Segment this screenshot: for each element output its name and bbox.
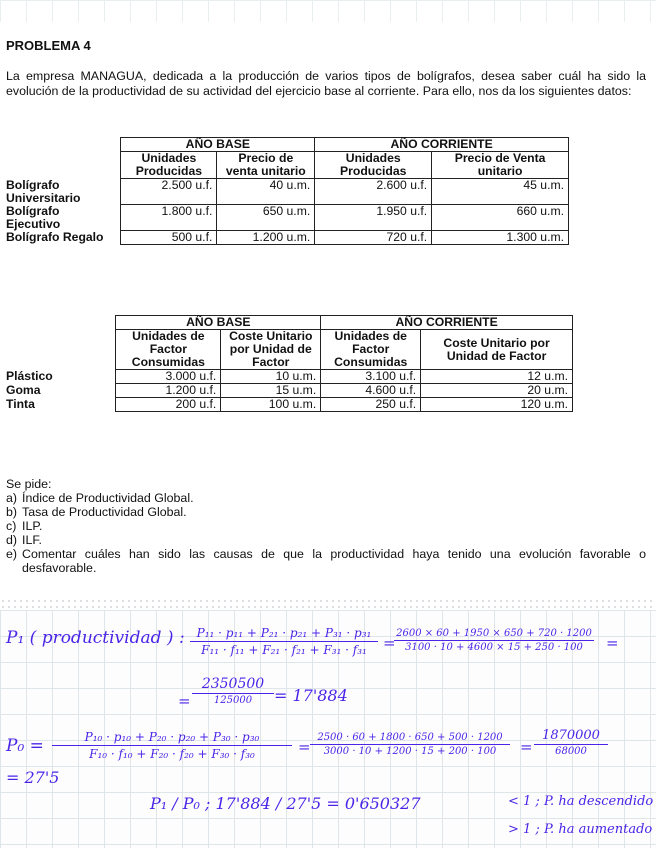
cell: 15 u.m. [221, 384, 321, 398]
p0-values-denominator: 3000 · 10 + 1200 · 15 + 200 · 100 [323, 746, 497, 757]
table-row [6, 384, 573, 398]
equals-sign: = [178, 692, 191, 710]
p1-result-fraction [192, 676, 274, 706]
group-base-header: AÑO BASE [116, 316, 321, 330]
equals-sign: = [520, 738, 533, 756]
cell: 3.100 u.f. [321, 370, 421, 384]
productivity-ratio: P₁ / P₀ ; 17'884 / 27'5 = 0'650327 [150, 794, 421, 813]
row-label: Plástico [6, 368, 53, 383]
p0-values [310, 732, 510, 757]
question-key: e) [6, 547, 18, 561]
question-text: Comentar cuáles han sido las causas de que la productividad haya tenido una evolución favorable o desfavorable. [22, 547, 646, 575]
question-item [6, 533, 42, 547]
p1-result-numerator: 2350500 [192, 676, 274, 694]
table-row [6, 370, 573, 384]
question-item [6, 491, 194, 505]
cell: 100 u.m. [221, 398, 321, 412]
cell: 500 u.f. [121, 231, 217, 245]
cell: 1.950 u.f. [315, 205, 432, 231]
col-header: Unidades Producidas [315, 152, 432, 179]
row-label: Bolígrafo Ejecutivo [6, 203, 61, 231]
table-row [6, 231, 569, 245]
cell: 12 u.m. [421, 370, 573, 384]
p0-result-numerator: 1870000 [534, 728, 608, 745]
col-header: Coste Unitario por Unidad de Factor [221, 330, 321, 370]
p1-result-denominator: 125000 [213, 695, 253, 706]
p1-label: P₁ ( productividad ) : [6, 628, 185, 648]
question-text: Índice de Productividad Global. [22, 491, 194, 505]
table-row [6, 205, 569, 231]
question-key: c) [6, 519, 17, 533]
p0-label: P₀ = [6, 736, 44, 756]
production-table [6, 137, 569, 245]
cell: 120 u.m. [421, 398, 573, 412]
p0-formula-denominator: F₁₀ · f₁₀ + F₂₀ · f₂₀ + F₃₀ · f₃₀ [89, 747, 255, 761]
p0-result-fraction [534, 728, 608, 757]
row-label: Bolígrafo Regalo [6, 229, 104, 244]
question-item [6, 519, 42, 533]
p0-values-numerator: 2500 · 60 + 1800 · 650 + 500 · 1200 [310, 732, 510, 745]
p1-formula-denominator: F₁₁ · f₁₁ + F₂₁ · f₂₁ + F₃₁ · f₃₁ [201, 643, 367, 657]
ratio-condition-lower: < 1 ; P. ha descendido [508, 794, 654, 809]
cell: 720 u.f. [315, 231, 432, 245]
problem-title: PROBLEMA 4 [6, 38, 91, 53]
question-key: a) [6, 491, 18, 505]
group-current-header: AÑO CORRIENTE [315, 138, 569, 152]
row-label: Bolígrafo Universitario [6, 177, 81, 205]
problem-intro: La empresa MANAGUA, dedicada a la producción de varios tipos de bolígrafos, desea saber cuál ha sido la evolución de la productividad de su actividad del ejercicio base al corriente. Para ello, nos da los siguientes datos: [6, 69, 646, 98]
question-item [6, 505, 187, 519]
row-label: Goma [6, 382, 41, 397]
p0-result-denominator: 68000 [555, 746, 587, 757]
p1-values [394, 628, 594, 653]
cell: 40 u.m. [217, 179, 315, 205]
cell: 10 u.m. [221, 370, 321, 384]
p1-formula-numerator: P₁₁ · p₁₁ + P₂₁ · p₂₁ + P₃₁ · p₃₁ [190, 626, 378, 642]
col-header: Precio de venta unitario [217, 152, 315, 179]
col-header: Unidades Producidas [121, 152, 217, 179]
question-text: ILF. [22, 533, 42, 547]
ratio-condition-higher: > 1 ; P. ha aumentado [508, 822, 653, 837]
factor-table [6, 315, 573, 412]
table-row [6, 179, 569, 205]
cell: 1.800 u.f. [121, 205, 217, 231]
cell: 20 u.m. [421, 384, 573, 398]
col-header: Unidades de Factor Consumidas [116, 330, 221, 370]
table-row [6, 398, 573, 412]
question-key: b) [6, 505, 18, 519]
p1-result: = 17'884 [274, 686, 348, 705]
question-text: ILP. [22, 519, 43, 533]
p1-formula [190, 626, 378, 657]
group-base-header: AÑO BASE [121, 138, 315, 152]
p0-formula [52, 730, 292, 761]
cell: 250 u.f. [321, 398, 421, 412]
group-current-header: AÑO CORRIENTE [321, 316, 573, 330]
equals-sign: = [606, 634, 619, 652]
p1-values-denominator: 3100 · 10 + 4600 × 15 + 250 · 100 [405, 642, 583, 653]
page-separator [0, 598, 656, 608]
col-header: Coste Unitario por Unidad de Factor [421, 330, 573, 370]
p0-formula-numerator: P₁₀ · p₁₀ + P₂₀ · p₂₀ + P₃₀ · p₃₀ [52, 730, 292, 746]
p0-result: = 27'5 [6, 768, 60, 787]
col-header: Precio de Venta unitario [432, 152, 569, 179]
question-text: Tasa de Productividad Global. [22, 505, 187, 519]
equals-sign: = [383, 634, 396, 652]
col-header: Unidades de Factor Consumidas [321, 330, 421, 370]
questions-intro: Se pide: [6, 477, 52, 491]
row-label: Tinta [6, 396, 35, 411]
question-key: d) [6, 533, 18, 547]
cell: 200 u.f. [116, 398, 221, 412]
cell: 1.200 u.f. [116, 384, 221, 398]
p1-values-numerator: 2600 × 60 + 1950 × 650 + 720 · 1200 [394, 628, 594, 641]
cell: 1.300 u.m. [432, 231, 569, 245]
cell: 3.000 u.f. [116, 370, 221, 384]
cell: 45 u.m. [432, 179, 569, 205]
cell: 4.600 u.f. [321, 384, 421, 398]
cell: 2.600 u.f. [315, 179, 432, 205]
cell: 660 u.m. [432, 205, 569, 231]
top-grid-strip [0, 0, 656, 22]
cell: 2.500 u.f. [121, 179, 217, 205]
cell: 650 u.m. [217, 205, 315, 231]
question-item [6, 547, 646, 575]
cell: 1.200 u.m. [217, 231, 315, 245]
equals-sign: = [298, 738, 311, 756]
